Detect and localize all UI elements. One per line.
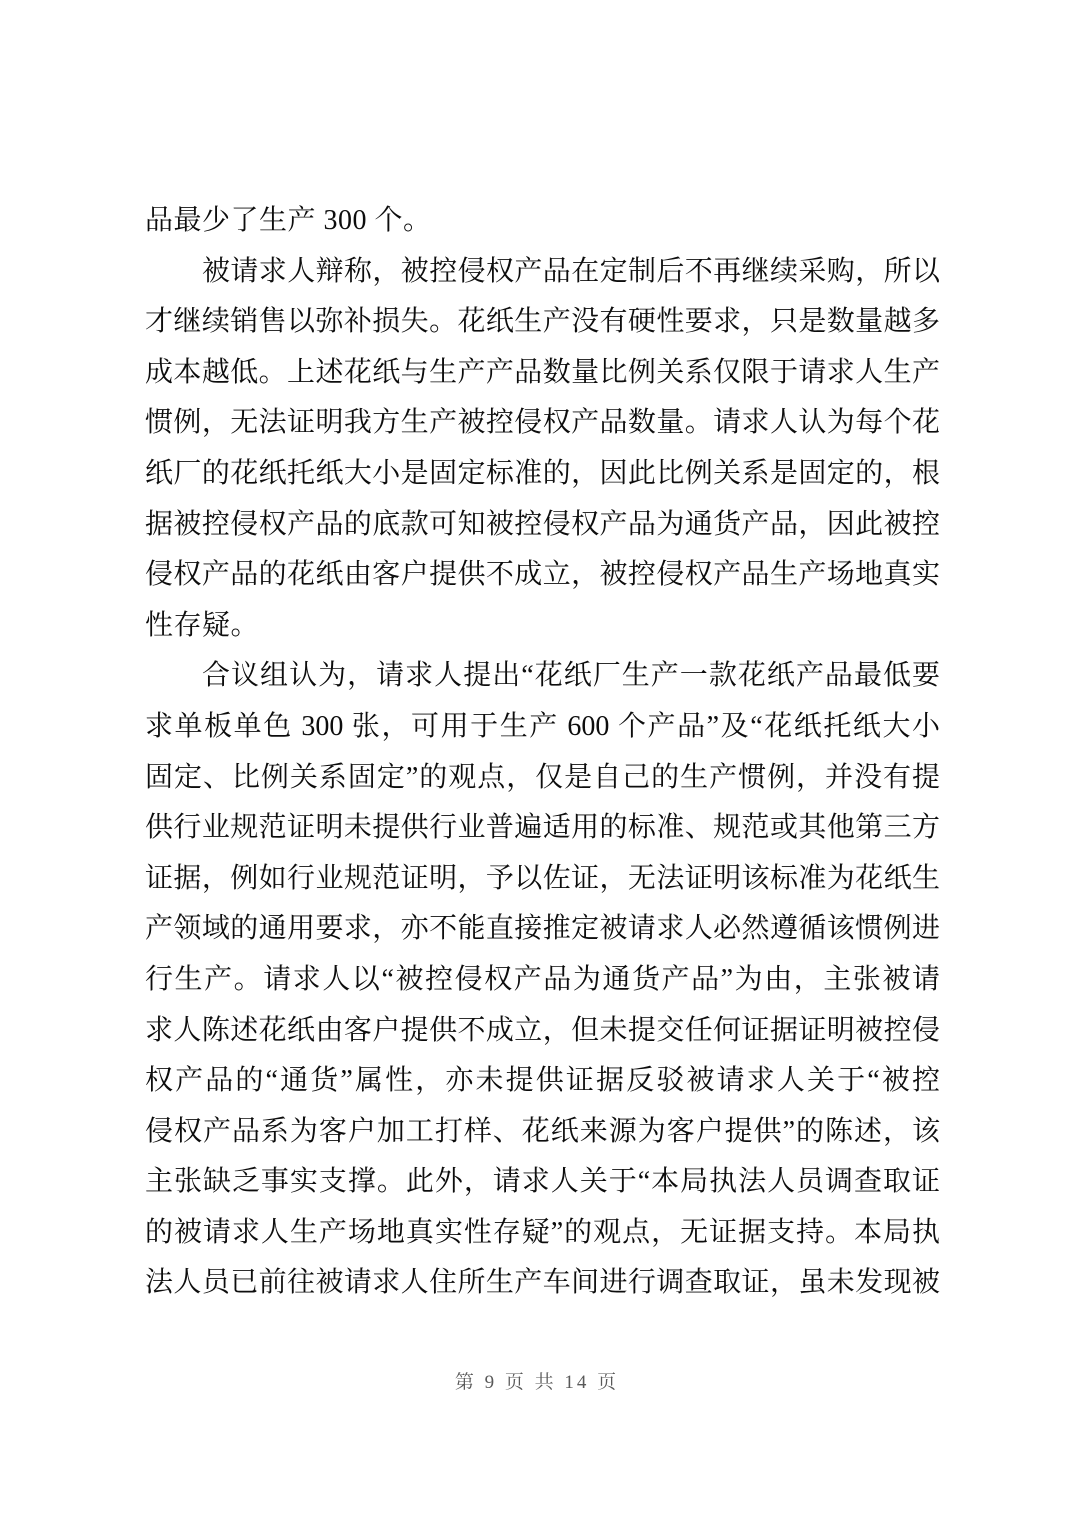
page-number-label: 第 9 页 共 14 页	[454, 1372, 620, 1393]
body-line: 侵权产品系为客户加工打样、花纸来源为客户提供”的陈述，该	[145, 1115, 940, 1147]
body-line: 品最少了生产 300 个。	[145, 205, 432, 236]
body-line: 纸厂的花纸托纸大小是固定标准的，因此比例关系是固定的，根	[145, 457, 940, 489]
body-line: 才继续销售以弥补损失。花纸生产没有硬性要求，只是数量越多	[145, 306, 940, 338]
document-body	[145, 196, 940, 1309]
body-line: 性存疑。	[145, 609, 260, 641]
body-line: 求人陈述花纸由客户提供不成立，但未提交任何证据证明被控侵	[145, 1014, 940, 1046]
body-line: 成本越低。上述花纸与生产产品数量比例关系仅限于请求人生产	[145, 356, 940, 388]
body-line: 行生产。请求人以“被控侵权产品为通货产品”为由，主张被请	[145, 963, 940, 995]
body-line: 的被请求人生产场地真实性存疑”的观点，无证据支持。本局执	[145, 1216, 940, 1248]
body-line: 求单板单色 300 张，可用于生产 600 个产品”及“花纸托纸大小	[145, 710, 940, 742]
body-line: 合议组认为，请求人提出“花纸厂生产一款花纸产品最低要	[202, 660, 940, 692]
body-line: 证据，例如行业规范证明，予以佐证，无法证明该标准为花纸生	[145, 862, 940, 894]
body-line: 据被控侵权产品的底款可知被控侵权产品为通货产品，因此被控	[145, 508, 940, 540]
body-line: 惯例，无法证明我方生产被控侵权产品数量。请求人认为每个花	[145, 407, 940, 439]
body-line: 产领域的通用要求，亦不能直接推定被请求人必然遵循该惯例进	[145, 913, 940, 945]
body-line: 侵权产品的花纸由客户提供不成立，被控侵权产品生产场地真实	[145, 559, 940, 591]
body-line: 主张缺乏事实支撑。此外，请求人关于“本局执法人员调查取证	[145, 1166, 940, 1198]
body-line: 被请求人辩称，被控侵权产品在定制后不再继续采购，所以	[202, 255, 940, 287]
body-line: 固定、比例关系固定”的观点，仅是自己的生产惯例，并没有提	[145, 761, 940, 793]
page-footer	[0, 1367, 1074, 1394]
body-line: 权产品的“通货”属性，亦未提供证据反驳被请求人关于“被控	[145, 1065, 940, 1097]
body-line: 供行业规范证明未提供行业普遍适用的标准、规范或其他第三方	[145, 812, 940, 844]
body-line: 法人员已前往被请求人住所生产车间进行调查取证，虽未发现被	[145, 1267, 940, 1299]
